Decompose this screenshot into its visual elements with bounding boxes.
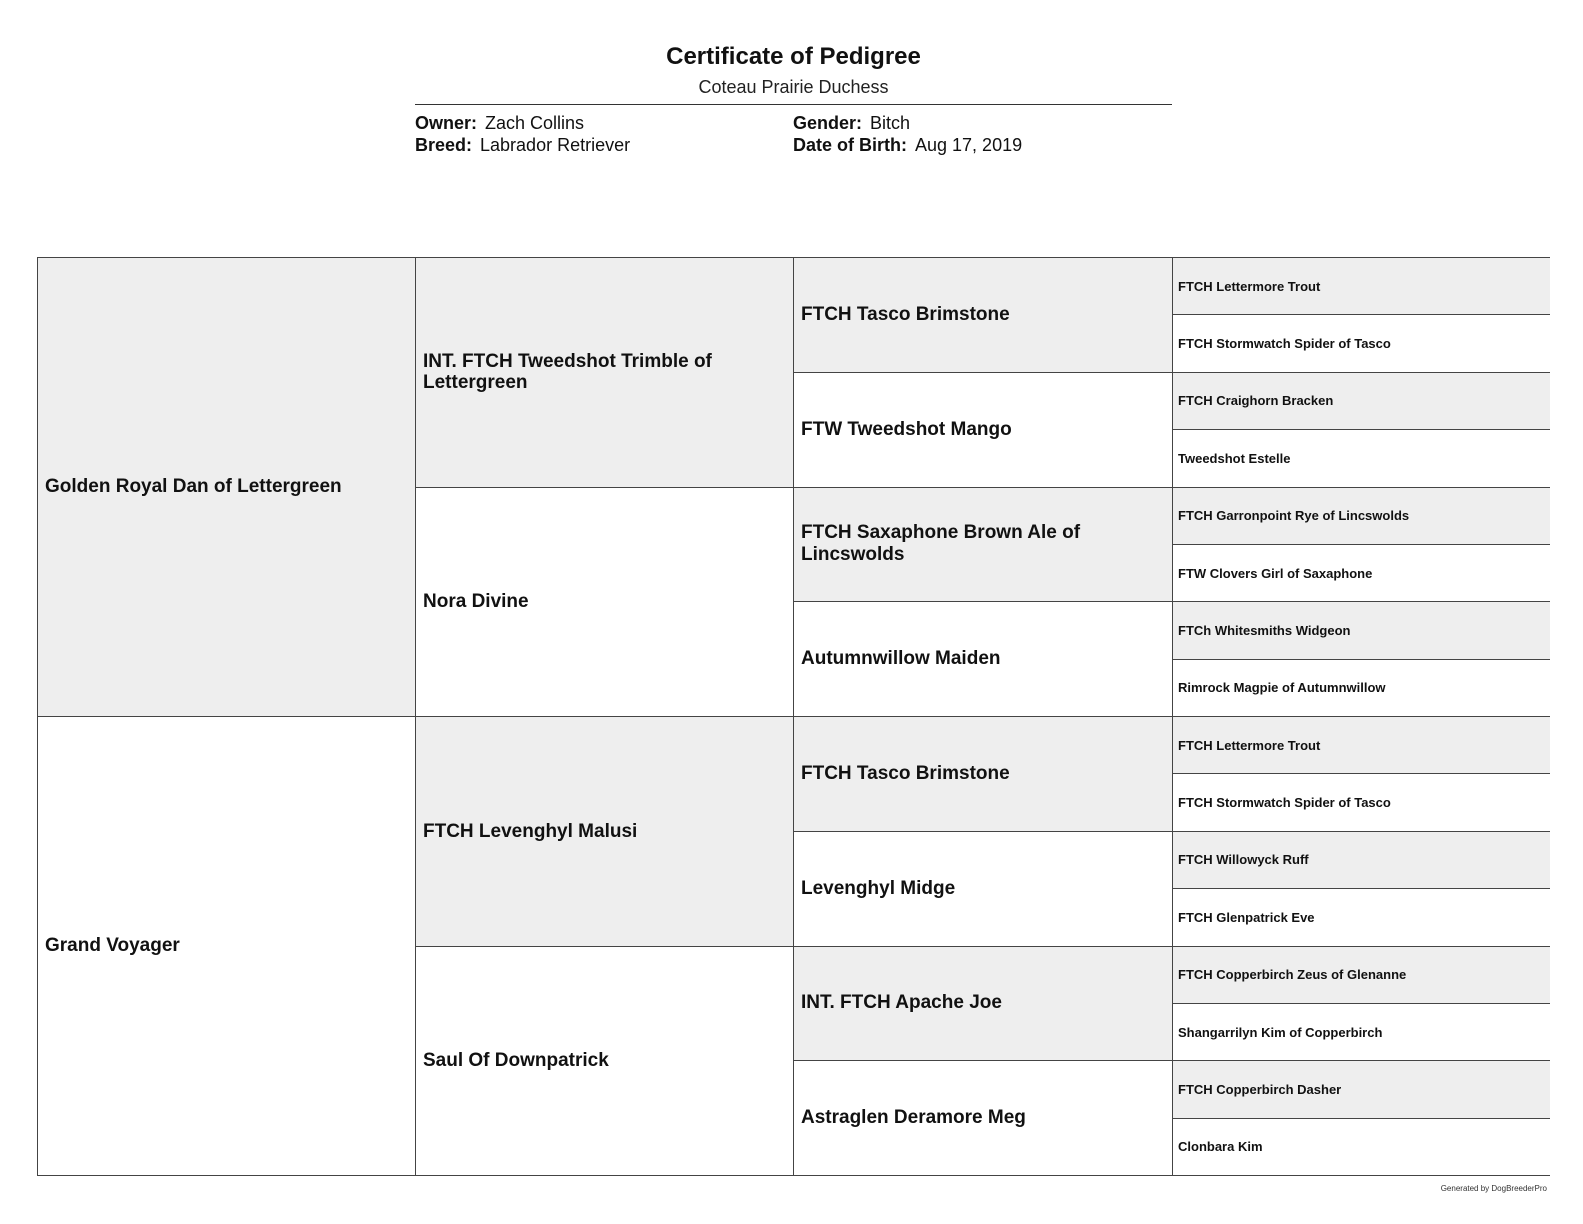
great-grandparent-cell: FTW Tweedshot Mango — [793, 372, 1172, 487]
great-great-grandparent-cell: FTCH Stormwatch Spider of Tasco — [1172, 314, 1550, 371]
great-grandparent-cell: INT. FTCH Apache Joe — [793, 946, 1172, 1061]
info-right-column — [793, 112, 1022, 156]
great-great-grandparent-cell: FTCH Copperbirch Zeus of Glenanne — [1172, 946, 1550, 1003]
great-great-grandparent-cell: Rimrock Magpie of Autumnwillow — [1172, 659, 1550, 716]
great-great-grandparent-cell: FTCH Lettermore Trout — [1172, 716, 1550, 773]
dog-name: Coteau Prairie Duchess — [698, 77, 889, 97]
parent-sire: Golden Royal Dan of Lettergreen — [37, 257, 415, 716]
certificate-title: Certificate of Pedigree — [666, 43, 921, 70]
great-great-grandparent-cell: Tweedshot Estelle — [1172, 429, 1550, 486]
grandparent-cell: Saul Of Downpatrick — [415, 946, 793, 1176]
dob-label: Date of Birth: — [793, 135, 907, 155]
great-great-grandparent-cell: FTCH Willowyck Ruff — [1172, 831, 1550, 888]
great-great-grandparent-cell: FTCH Garronpoint Rye of Lincswolds — [1172, 487, 1550, 544]
great-great-grandparent-cell: FTCH Glenpatrick Eve — [1172, 888, 1550, 945]
dob-value: Aug 17, 2019 — [915, 135, 1023, 155]
header-divider — [415, 104, 1172, 105]
pedigree-table — [37, 257, 1550, 1176]
great-great-grandparent-cell: FTCH Craighorn Bracken — [1172, 372, 1550, 429]
great-grandparent-cell: FTCH Tasco Brimstone — [793, 716, 1172, 831]
certificate-header — [415, 40, 1172, 100]
grandparent-cell: FTCH Levenghyl Malusi — [415, 716, 793, 946]
gender-value: Bitch — [870, 113, 911, 133]
great-great-grandparent-cell: FTCH Stormwatch Spider of Tasco — [1172, 773, 1550, 830]
parent-dam: Grand Voyager — [37, 716, 415, 1175]
generated-by-footer: Generated by DogBreederPro — [1440, 1184, 1547, 1193]
great-grandparent-cell: Levenghyl Midge — [793, 831, 1172, 946]
breed-row — [415, 134, 630, 156]
great-grandparent-cell: Autumnwillow Maiden — [793, 601, 1172, 716]
grandparent-cell: INT. FTCH Tweedshot Trimble of Lettergreen — [415, 257, 793, 487]
great-grandparent-cell: Astraglen Deramore Meg — [793, 1060, 1172, 1175]
great-grandparent-cell: FTCH Saxaphone Brown Ale of Lincswolds — [793, 487, 1172, 602]
breed-label: Breed: — [415, 135, 473, 155]
great-great-grandparent-cell: FTCh Whitesmiths Widgeon — [1172, 601, 1550, 658]
grandparent-cell: Nora Divine — [415, 487, 793, 717]
great-great-grandparent-cell: Shangarrilyn Kim of Copperbirch — [1172, 1003, 1550, 1060]
owner-value: Zach Collins — [485, 113, 585, 133]
great-great-grandparent-cell: FTW Clovers Girl of Saxaphone — [1172, 544, 1550, 601]
gender-row — [793, 112, 1022, 134]
great-grandparent-cell: FTCH Tasco Brimstone — [793, 257, 1172, 372]
owner-row — [415, 112, 630, 134]
great-great-grandparent-cell: Clonbara Kim — [1172, 1118, 1550, 1175]
info-left-column — [415, 112, 630, 156]
gender-label: Gender: — [793, 113, 863, 133]
great-great-grandparent-cell: FTCH Lettermore Trout — [1172, 257, 1550, 314]
breed-value: Labrador Retriever — [480, 135, 631, 155]
dob-row — [793, 134, 1022, 156]
owner-label: Owner: — [415, 113, 478, 133]
great-great-grandparent-cell: FTCH Copperbirch Dasher — [1172, 1060, 1550, 1117]
